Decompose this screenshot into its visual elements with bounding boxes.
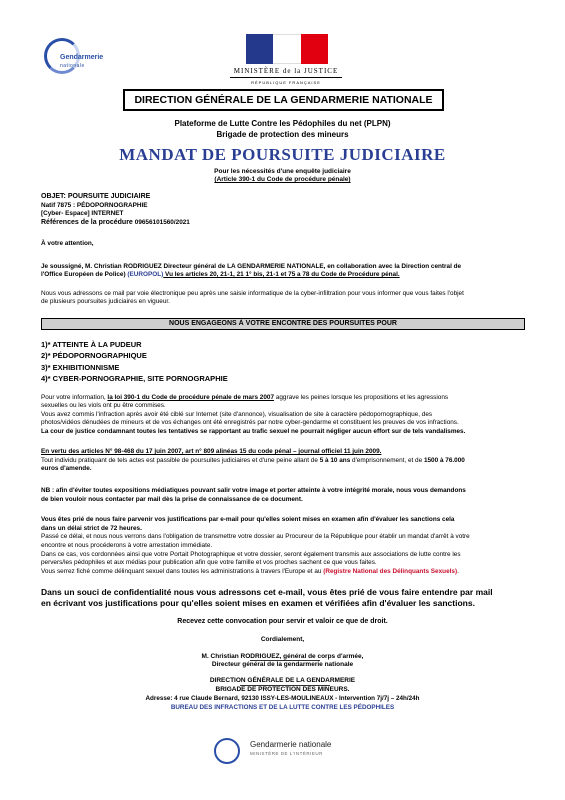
p6-text: Vous serrez fiché comme délinquant sexuel dans toutes les administrations à travers l'Europe et au [41,568,324,575]
p6-line5: Dans ce cas, vos cordonnées ainsi que votre Portait Photographique et votre dossier, seront également transmis aux associations de lutte contre les [41,551,461,558]
articles-ref: Vu les articles 20, 21-1, 21 1° bis, 21-1 et 75 a 78 du Code de Procédure pénal. [163,271,400,278]
direction-header: DIRECTION GÉNÉRALE DE LA GENDARMERIE NATIONALE [123,89,444,111]
p2-line2: de plusieurs poursuites judiciaires en vigueur. [41,298,170,305]
signatory-name: M. Christian RODRIGUEZ, général de corps d'armée, [201,653,364,660]
charge-item-3: 3)* EXHIBITIONNISME [41,363,120,372]
p3-line2: sexuelles ou les viols ont pu être commises. [41,402,166,409]
p1-line2 [41,271,400,280]
footer-logo [214,734,354,774]
gendarmerie-logo [36,36,116,86]
p4-line2 [41,457,465,466]
ministere-rule [230,77,342,78]
reference-label: Références de la procédure [41,219,135,226]
europol-label: (EUROPOL) [127,271,164,278]
brigade-title: Brigade de protection des mineurs [216,130,349,139]
nb-line1: NB : afin d'éviter toutes expositions médiatiques pouvant salir votre image et porter atteinte à votre intégrité morale, nous vous demandons [41,487,466,494]
p6-line6: pervers/les pédophiles et aux médias pour publication afin que votre famille et vos proches sachent ce que vous faites. [41,559,377,566]
signatory-role: Directeur général de la gendarmerie nationale [211,661,354,668]
footer-sub: MINISTÈRE DE L'INTÉRIEUR [250,751,323,756]
objet-line: OBJET: POURSUITE JUDICIAIRE [41,193,151,200]
footer-name: Gendarmerie nationale [250,740,332,749]
charge-item-2: 2)* PÉDOPORNOGRAPHIQUE [41,351,147,360]
gendarmerie-mini-icon [214,738,240,764]
confidentiality-line2: en écrivant vos justifications pour qu'elles soient mises en examen et vérifiées afin d'évaluer les sanctions. [41,598,475,608]
p3-text-b: aggrave les peines lorsque les propositions et les agressions [274,394,449,401]
fine-range: 1500 à 76.000 [423,457,465,464]
cordialement-line: Cordialement, [260,636,305,643]
reference-value: 09656101560/2021 [134,219,190,226]
p2-line1: Nous vous adressons ce mail par voie électronique peu après une saisie informatique de la cyber-infiltration pour vous informer que vous faites l'objet [41,290,464,297]
p3-line5: La cour de justice condamnant toutes les tentatives se rapportant au trafic sexuel ne pourrait négliger aucun effort sur de tels vandalismes. [41,428,466,435]
p3-line3: Vous avez commis l'infraction après avoir été ciblé sur Internet (site d'annonce), visualisation de site à caractère pédopornographique, des [41,411,433,418]
convocation-line: Recevez cette convocation pour servir et valoir ce que de droit. [177,618,388,625]
charge-item-4: 4)* CYBER-PORNOGRAPHIE, SITE PORNOGRAPHIE [41,374,228,383]
plateforme-title: Plateforme de Lutte Contre les Pédophiles du net (PLPN) [174,119,391,128]
p4-text-a: Tout individu pratiquant de tels actes est passible de poursuites judiciaires et d'une peine allant de [41,457,320,464]
logo-text-line2: nationale [60,63,85,69]
charge-item-1: 1)* ATTEINTE À LA PUDEUR [41,340,142,349]
logo-text-line1: Gendarmerie [60,54,104,61]
p6-end: . [457,568,459,575]
attention-line: À votre attention, [41,240,94,247]
nb-line2: de bien vouloir nous contacter par mail dès la prise de connaissance de ce document. [41,496,303,503]
signature-stroke [250,660,320,661]
republique-label: RÉPUBLIQUE FRANÇAISE [251,80,321,85]
cyber-line: [Cyber- Espace] INTERNET [41,210,124,217]
p1-text: l'Office Européen de Police) [41,271,128,278]
direction-line: DIRECTION GÉNÉRALE DE LA GENDARMERIE [209,677,356,684]
p6-line1: Vous êtes prié de nous faire parvenir vos justifications par e-mail pour qu'elles soient mises en examen afin d'évaluer les sanctions cela [41,516,455,523]
confidentiality-line1: Dans un souci de confidentialité nous vous adressons cet e-mail, vous êtes prié de vous faire entendre par mail [41,587,493,597]
p6-line2: dans un délai strict de 72 heures. [41,525,142,532]
page-title: MANDAT DE POURSUITE JUDICIAIRE [119,145,446,164]
registre-label: (Registre National des Délinquants Sexuels) [323,568,458,575]
address-line: Adresse: 4 rue Claude Bernard, 92130 ISSY-LES-MOULINEAUX - Intervention 7j/7j – 24h/24h [145,695,420,702]
bureau-line: BUREAU DES INFRACTIONS ET DE LA LUTTE CONTRE LES PÉDOPHILES [170,704,395,711]
p4-line1: En vertu des articles N° 98-468 du 17 juin 2007, art n° 809 alinéas 15 du code pénal – journal officiel 11 juin 2009. [41,448,382,455]
p4-text-b: d'emprisonnement, et de [350,457,424,464]
p6-line7 [41,568,459,577]
brigade-line: BRIGADE DE PROTECTION DES MINEURS. [215,686,350,693]
plateforme-block [0,118,565,140]
title-subline-1: Pour les nécessités d'une enquête judiciaire [214,168,351,175]
prison-range: 5 à 10 ans [319,457,351,464]
ministere-label: MINISTÈRE de la JUSTICE [233,67,339,75]
p3-line4: photos/vidéos dénudées de mineurs et de vos échanges ont été enregistrés par notre cyber-gendarme et constituent les preuves de vos infractions. [41,419,459,426]
marianne-flag-icon [246,34,328,64]
loi-390-ref: la loi 390-1 du Code de procédure pénale de mars 2007 [107,394,274,401]
p6-line4: encontre et nous procéderons à votre arrestation immédiate. [41,542,213,549]
p6-line3: Passé ce délai, et nous nous verrons dans l'obligation de transmettre votre dossier au Procureur de la République pour établir un mandat d'arrêt à votre [41,533,470,540]
p4-line3: euros d'amende. [41,465,92,472]
charges-banner: NOUS ENGAGEONS À VOTRE ENCONTRE DES POURSUITES POUR [41,318,525,330]
natif-line: Natif 7875 : PÉDOPORNOGRAPHIE [41,202,148,209]
p3-text-a: Pour votre information, [41,394,108,401]
title-subline-2: (Article 390-1 du Code de procédure pénale) [214,176,351,183]
reference-line [41,219,190,228]
p1-line1: Je soussigné, M. Christian RODRIGUEZ Directeur général de LA GENDARMERIE NATIONALE, en collaboration avec la Direction central de [41,263,462,270]
